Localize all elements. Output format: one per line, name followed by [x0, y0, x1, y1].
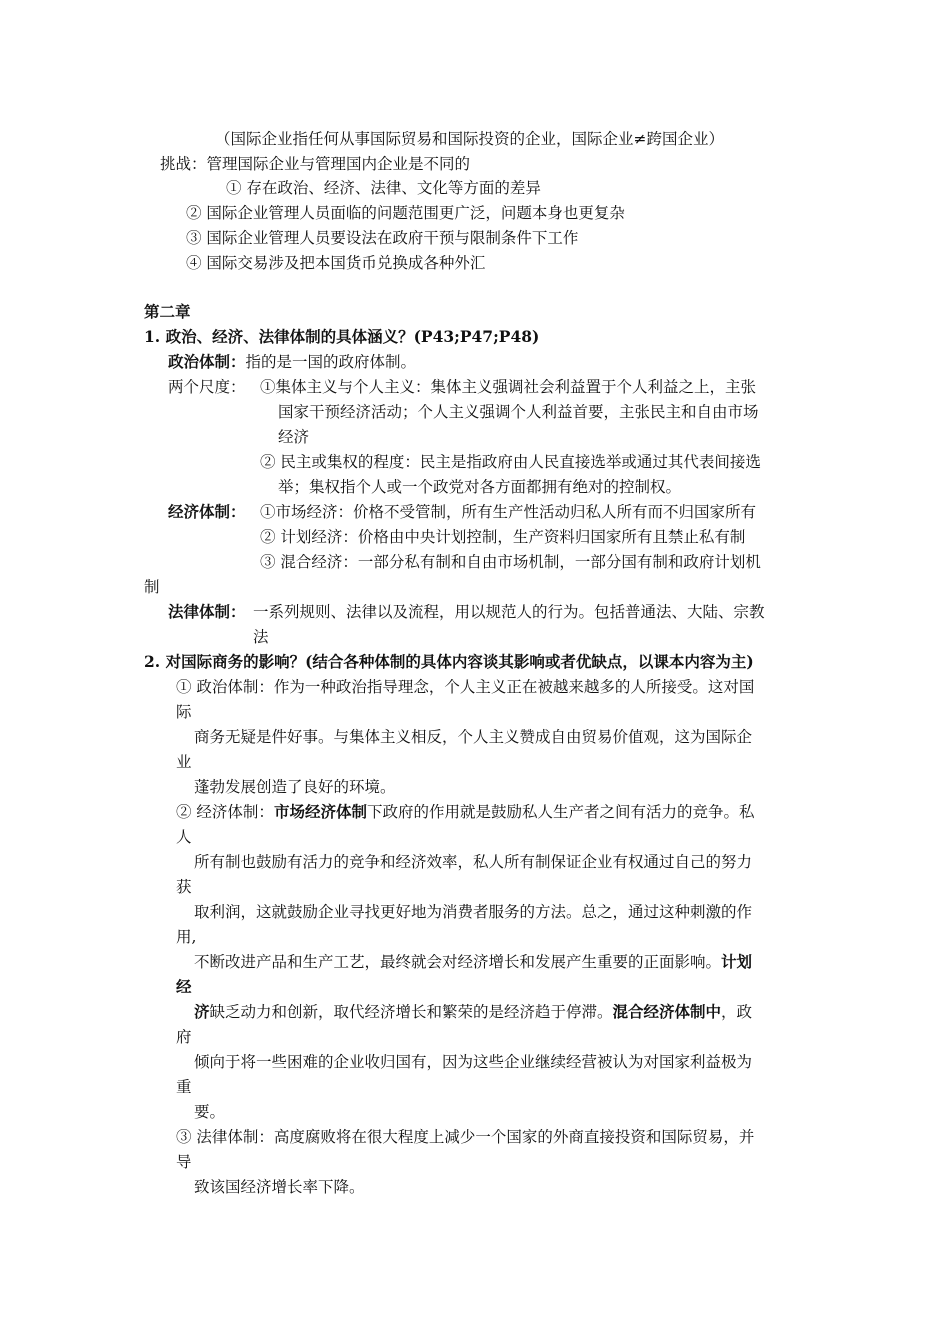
q2-economic-text: 下政府的作用就是鼓励私人生产者之间有活力的竞争。私: [366, 803, 755, 821]
q2-political-line1: ① 政治体制：作为一种政治指导理念，个人主义正在被越来越多的人所接受。这对国: [176, 678, 755, 696]
political-system-line: [168, 352, 416, 372]
q1-title: 1. 政治、经济、法律体制的具体涵义？(P43;P47;P48): [144, 327, 540, 346]
q2-economic-line4: 获: [176, 878, 192, 896]
challenge-item-4: ④ 国际交易涉及把本国货币兑换成各种外汇: [186, 254, 486, 272]
challenge-item-3: ③ 国际企业管理人员要设法在政府干预与限制条件下工作: [186, 229, 579, 247]
q2-economic-line13: 要。: [194, 1103, 226, 1121]
q2-political-line2: 际: [176, 703, 192, 721]
economic-item-3-wrap: 制: [144, 578, 160, 596]
q2-title: 2. 对国际商务的影响？(结合各种体制的具体内容谈其影响或者优缺点，以课本内容为主): [144, 652, 754, 671]
q2-legal-line1: ③ 法律体制：高度腐败将在很大程度上减少一个国家的外商直接投资和国际贸易，并: [176, 1128, 755, 1146]
q2-economic-line6: 用,: [176, 928, 197, 946]
dimension1-line3: 经济: [278, 428, 310, 446]
q2-economic-line12: 重: [176, 1078, 192, 1096]
q2-economic-line1: [176, 802, 754, 822]
q2-political-line4: 业: [176, 753, 192, 771]
q2-economic-line10: 府: [176, 1028, 192, 1046]
q2-economic-line5: 取利润，这就鼓励企业寻找更好地为消费者服务的方法。总之，通过这种刺激的作: [194, 903, 753, 921]
intro-note: （国际企业指任何从事国际贸易和国际投资的企业，国际企业≠跨国企业）: [215, 130, 724, 148]
chapter-title: 第二章: [144, 302, 191, 321]
q2-planned-term-b: 经: [176, 977, 192, 996]
dimension2-line1: ② 民主或集权的程度：民主是指政府由人民直接选举或通过其代表间接选: [260, 453, 761, 471]
q2-economic-prefix: ② 经济体制：: [176, 803, 274, 821]
q2-economic-line2: 人: [176, 828, 192, 846]
q2-economic-line9: [194, 1002, 752, 1022]
dimensions-label: 两个尺度：: [168, 378, 246, 396]
dimension1-line2: 国家干预经济活动；个人主义强调个人利益首要，主张民主和自由市场: [278, 403, 759, 421]
q2-political-line3: 商务无疑是件好事。与集体主义相反，个人主义赞成自由贸易价值观，这为国际企: [194, 728, 753, 746]
economic-item-2: ② 计划经济：价格由中央计划控制，生产资料归国家所有且禁止私有制: [260, 528, 746, 546]
economic-item-1: ①市场经济：价格不受管制，所有生产性活动归私人所有而不归国家所有: [260, 503, 757, 521]
q2-political-line5: 蓬勃发展创造了良好的环境。: [194, 778, 396, 796]
challenge-line: [160, 154, 470, 174]
challenge-text: 管理国际企业与管理国内企业是不同的: [206, 155, 471, 173]
q2-mixed-text: ，政: [721, 1003, 753, 1021]
legal-text-wrap: 法: [253, 628, 269, 646]
q2-planned-text: 缺乏动力和创新，取代经济增长和繁荣的是经济趋于停滞。: [209, 1003, 613, 1021]
q2-legal-line3: 致该国经济增长率下降。: [194, 1178, 365, 1196]
political-label: 政治体制：: [168, 352, 246, 371]
legal-label: 法律体制：: [168, 602, 246, 621]
q2-economic-text-7: 不断改进产品和生产工艺，最终就会对经济增长和发展产生重要的正面影响。: [194, 953, 722, 971]
challenge-label: 挑战：: [160, 155, 207, 173]
political-text: 指的是一国的政府体制。: [245, 353, 417, 371]
q2-legal-line2: 导: [176, 1153, 192, 1171]
dimension2-line2: 举；集权指个人或一个政党对各方面都拥有绝对的控制权。: [278, 478, 682, 496]
q2-planned-term-a: 计划: [721, 952, 753, 971]
q2-economic-line3: 所有制也鼓励有活力的竞争和经济效率，私人所有制保证企业有权通过自己的努力: [194, 853, 753, 871]
challenge-item-1: ① 存在政治、经济、法律、文化等方面的差异: [226, 179, 541, 197]
q2-mixed-economy-term: 混合经济体制中: [612, 1002, 722, 1021]
economic-item-3: ③ 混合经济：一部分私有制和自由市场机制，一部分国有制和政府计划机: [260, 553, 761, 571]
economic-label: 经济体制：: [168, 502, 246, 521]
q2-market-economy-term: 市场经济体制: [273, 802, 367, 821]
challenge-item-2: ② 国际企业管理人员面临的问题范围更广泛，问题本身也更复杂: [186, 204, 625, 222]
q2-economic-line7: [194, 952, 752, 972]
q2-planned-term-c: 济: [194, 1002, 210, 1021]
q2-economic-line11: 倾向于将一些困难的企业收归国有，因为这些企业继续经营被认为对国家利益极为: [194, 1053, 753, 1071]
legal-text: 一系列规则、法律以及流程，用以规范人的行为。包括普通法、大陆、宗教: [253, 603, 765, 621]
dimension1-line1: ①集体主义与个人主义：集体主义强调社会利益置于个人利益之上，主张: [260, 378, 757, 396]
